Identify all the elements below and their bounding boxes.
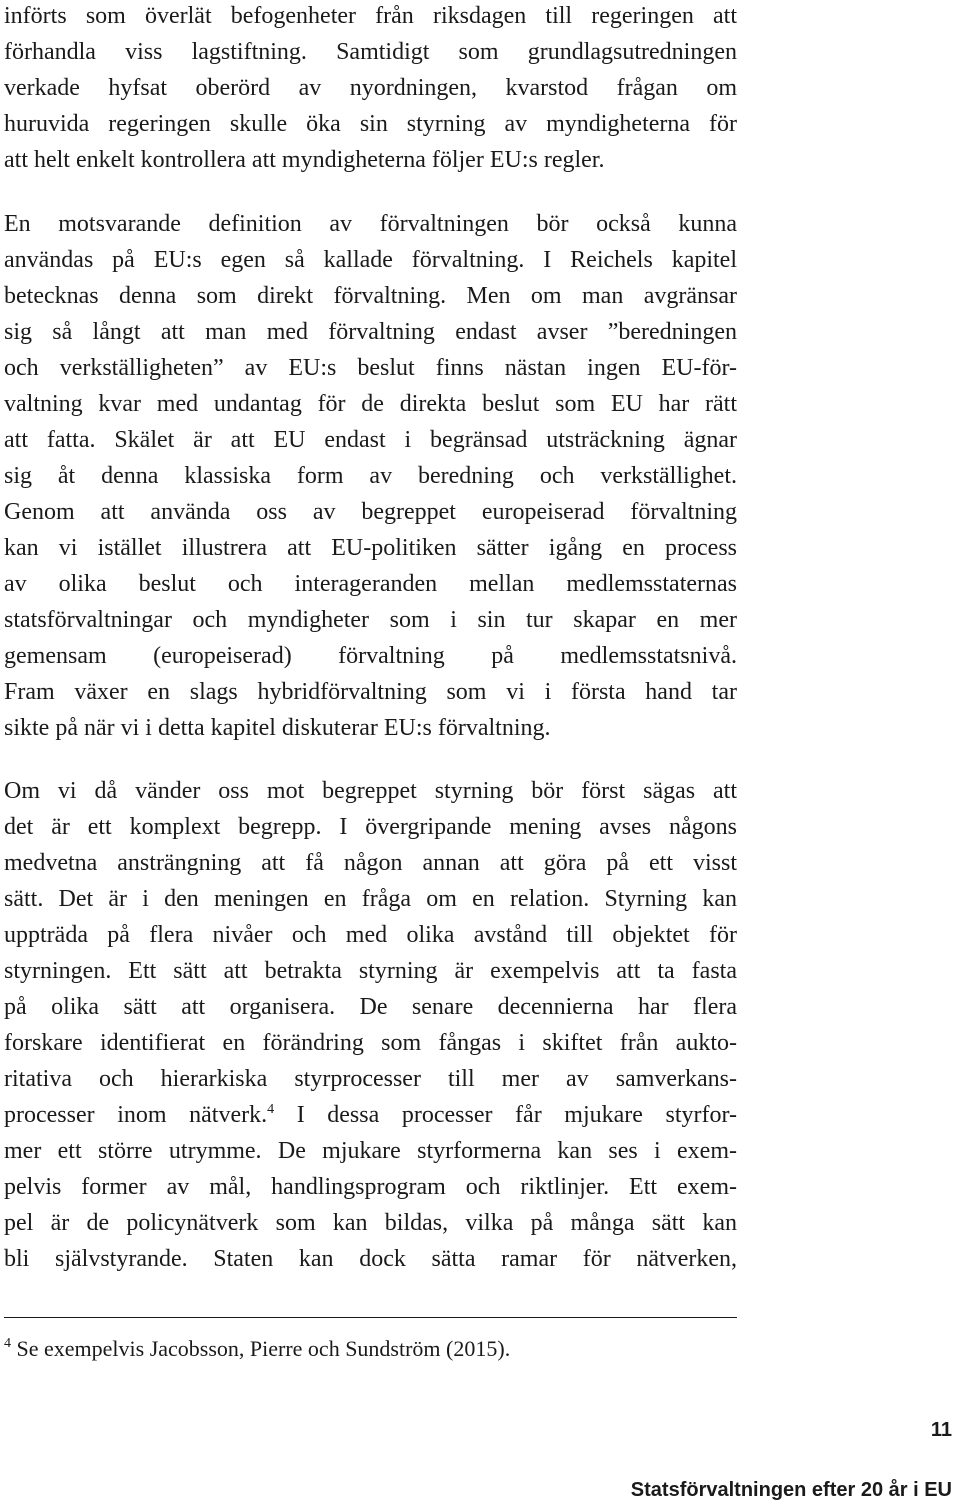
text-line: verkade hyfsat oberörd av nyordningen, kvarstod frågan om [4,75,737,101]
text-line: huruvida regeringen skulle öka sin styrning av myndigheterna för [4,111,737,137]
text-line: styrningen. Ett sätt att betrakta styrning är exempelvis att ta fasta [4,958,737,984]
text-line: att helt enkelt kontrollera att myndigheterna följer EU:s regler. [4,147,605,173]
text-line: användas på EU:s egen så kallade förvaltning. I Reichels kapitel [4,247,737,273]
footnote-reference[interactable]: 4 [267,1102,275,1117]
text-line: på olika sätt att organisera. De senare decennierna har flera [4,994,737,1020]
footnote [4,1335,510,1363]
text-line: statsförvaltningar och myndigheter som i sin tur skapar en mer [4,607,737,633]
text-line: sig åt denna klassiska form av beredning och verkställighet. [4,463,737,489]
footnote-text: Se exempelvis Jacobsson, Pierre och Sundström (2015). [11,1336,511,1361]
text-line: valtning kvar med undantag för de direkta beslut som EU har rätt [4,391,737,417]
text-line: Fram växer en slags hybridförvaltning som vi i första hand tar [4,679,737,705]
text-line: uppträda på flera nivåer och med olika avstånd till objektet för [4,922,737,948]
text-line: medvetna ansträngning att få någon annan att göra på ett visst [4,850,737,876]
text-line: sikte på när vi i detta kapitel diskuterar EU:s förvaltning. [4,715,551,741]
running-footer: Statsförvaltningen efter 20 år i EU [630,1479,952,1501]
text-line: förhandla viss lagstiftning. Samtidigt som grundlagsutredningen [4,39,737,65]
text-line: Om vi då vänder oss mot begreppet styrning bör först sägas att [4,778,737,804]
text-line: sig så långt att man med förvaltning endast avser ”beredningen [4,319,737,345]
text-line: mer ett större utrymme. De mjukare styrformerna kan ses i exem- [4,1138,737,1164]
page-number: 11 [930,1419,952,1441]
text-line: gemensam (europeiserad) förvaltning på medlemsstatsnivå. [4,643,737,669]
footnote-marker: 4 [4,1336,11,1351]
text-line: av olika beslut och interageranden mellan medlemsstaternas [4,571,737,597]
text-line: det är ett komplext begrepp. I övergripande mening avses någons [4,814,737,840]
text-line: ritativa och hierarkiska styrprocesser till mer av samverkans- [4,1066,737,1092]
text-line: och verkställigheten” av EU:s beslut finns nästan ingen EU-för- [4,355,737,381]
text-line: sätt. Det är i den meningen en fråga om en relation. Styrning kan [4,886,737,912]
text-line: kan vi istället illustrera att EU-politiken sätter igång en process [4,535,737,561]
text-line: pelvis former av mål, handlingsprogram och riktlinjer. Ett exem- [4,1174,737,1200]
text-line: betecknas denna som direkt förvaltning. Men om man avgränsar [4,283,737,309]
text-line: En motsvarande definition av förvaltningen bör också kunna [4,211,737,237]
text-segment: processer inom nätverk. [4,1102,268,1128]
text-line: bli självstyrande. Staten kan dock sätta ramar för nätverken, [4,1246,737,1272]
text-line: pel är de policynätverk som kan bildas, vilka på många sätt kan [4,1210,737,1236]
text-line-with-footnote-ref [4,1100,737,1130]
text-line: Genom att använda oss av begreppet europeiserad förvaltning [4,499,737,525]
text-segment: I dessa processer får mjukare styrfor- [274,1102,737,1128]
text-line: att fatta. Skälet är att EU endast i begränsad utsträckning ägnar [4,427,737,453]
text-line: forskare identifierat en förändring som fångas i skiftet från aukto- [4,1030,737,1056]
text-line: införts som överlät befogenheter från riksdagen till regeringen att [4,3,737,29]
footnote-divider [4,1317,737,1318]
